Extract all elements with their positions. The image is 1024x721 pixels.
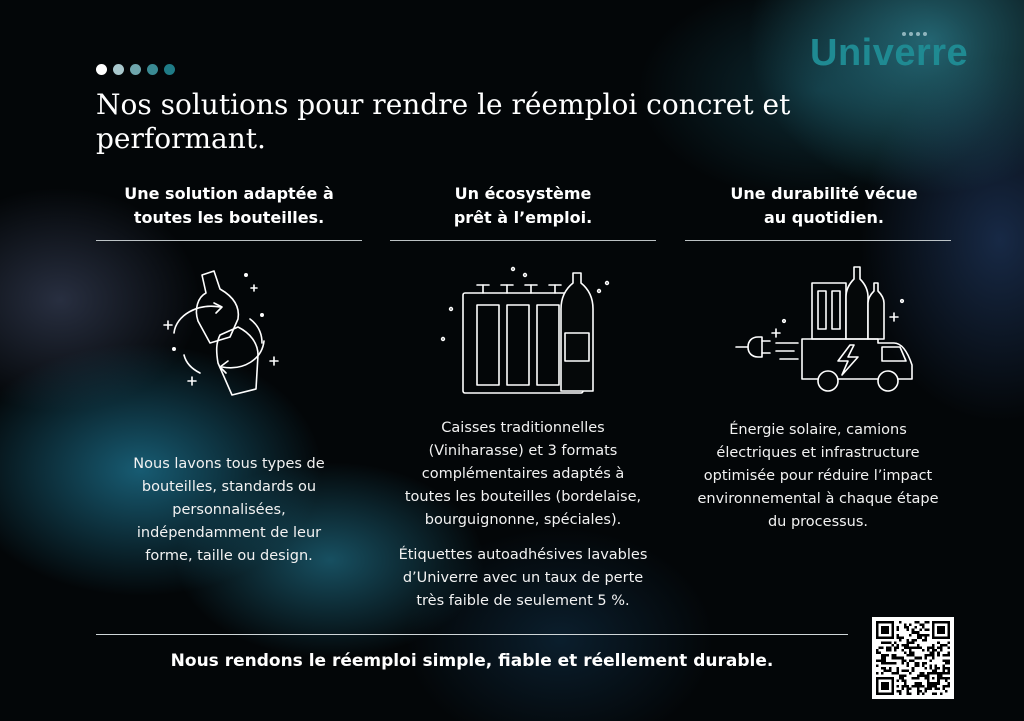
column-divider: [685, 240, 951, 241]
qr-code-graphic: [876, 621, 950, 695]
tagline: Nous rendons le réemploi simple, fiable et réellement durable.: [170, 651, 774, 671]
column-divider: [96, 240, 362, 241]
column-text: Caisses traditionnelles (Viniharasse) et 3 formats complémentaires adaptés à toutes les bouteilles (bordelaise, bourguignonne, spéciales).: [404, 420, 642, 528]
column-divider: [390, 240, 656, 241]
dot: [113, 64, 124, 75]
bottom-divider: [96, 634, 848, 635]
electric-truck-icon: [718, 257, 918, 407]
column-text-secondary: Étiquettes autoadhésives lavables d’Univerre avec un taux de perte très faible de seulement 5 %.: [398, 547, 648, 609]
page-title: Nos solutions pour rendre le réemploi concret et performant.: [96, 88, 791, 155]
dot: [147, 64, 158, 75]
column-heading: Une durabilité vécue au quotidien.: [730, 184, 918, 227]
column-heading: Une solution adaptée à toutes les bouteilles.: [124, 184, 334, 227]
column-heading: Un écosystème prêt à l’emploi.: [453, 184, 593, 227]
dot: [96, 64, 107, 75]
column-ecosystem: [390, 178, 656, 613]
dot: [164, 64, 175, 75]
column-text: Énergie solaire, camions électriques et infrastructure optimisée pour réduire l’impact environnemental à chaque étape du processus.: [697, 422, 939, 530]
dot: [130, 64, 141, 75]
bottle-recycle-icon: [154, 263, 304, 413]
qr-code-icon[interactable]: [872, 617, 954, 699]
column-bottles: [96, 178, 362, 568]
wine-crate-icon: [433, 263, 613, 403]
decorative-dots: [96, 64, 175, 75]
brand-logo: Univerre: [810, 32, 969, 74]
column-durability: [685, 178, 951, 534]
column-text: Nous lavons tous types de bouteilles, standards ou personnalisées, indépendamment de leur forme, taille ou design.: [133, 456, 325, 564]
